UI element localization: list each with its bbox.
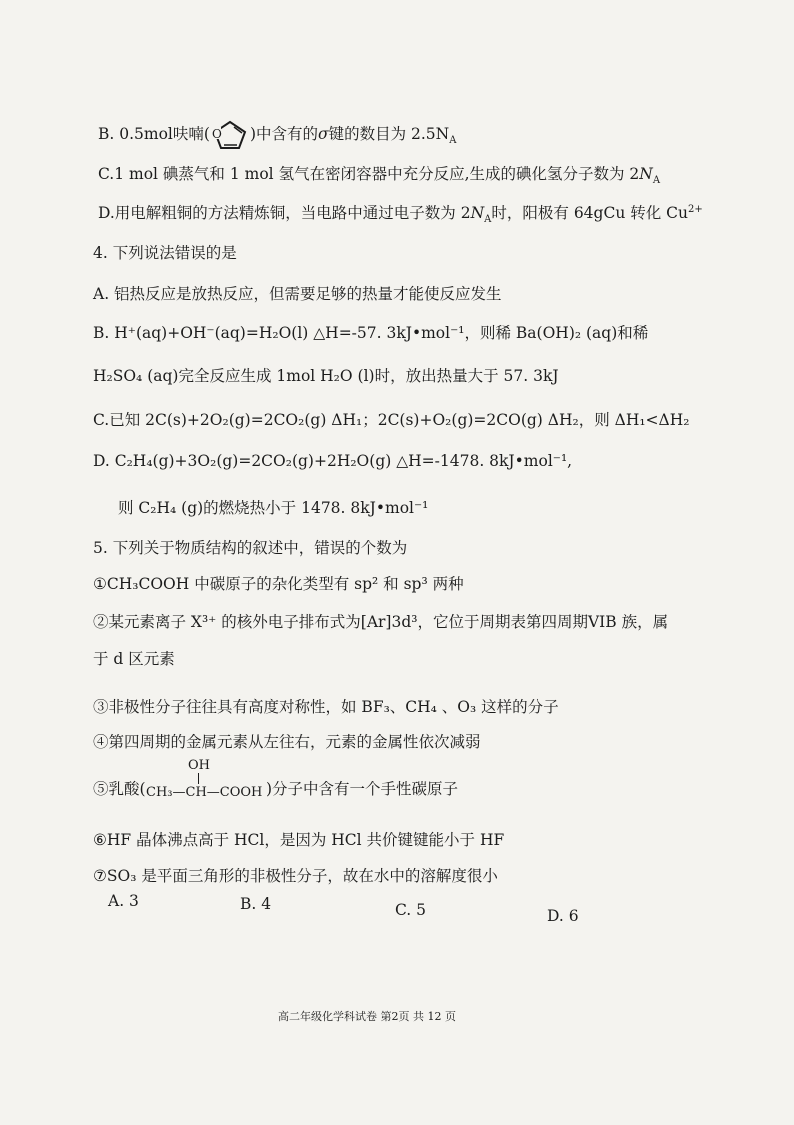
q5-stem: 5. 下列关于物质结构的叙述中，错误的个数为 bbox=[93, 539, 408, 557]
furan-structure-icon bbox=[210, 118, 250, 152]
q4-option-b-line2: H₂SO₄ (aq)完全反应生成 1mol H₂O (l)时，放出热量大于 57. 3kJ bbox=[93, 367, 559, 385]
q5-statement-6: ⑥HF 晶体沸点高于 HCl，是因为 HCl 共价键键能小于 HF bbox=[93, 831, 505, 849]
q5-statement-1: ①CH₃COOH 中碳原子的杂化类型有 sp² 和 sp³ 两种 bbox=[93, 575, 464, 593]
q4-option-b-line1: B. H⁺(aq)+OH⁻(aq)=H₂O(l) △H=-57. 3kJ•mol⁻¹，则稀 Ba(OH)₂ (aq)和稀 bbox=[93, 324, 649, 342]
q3-option-c: C.1 mol 碘蒸气和 1 mol 氢气在密闭容器中充分反应,生成的碘化氢分子数为 $2N_A$ bbox=[98, 165, 661, 187]
q4-option-c: C.已知 2C(s)+2O₂(g)=2CO₂(g) ΔH₁；2C(s)+O₂(g)=2CO(g) ΔH₂，则 ΔH₁<ΔH₂ bbox=[93, 411, 690, 429]
lactic-acid-formula: CH₃—CH—COOH bbox=[146, 785, 263, 800]
q4-option-a: A. 铝热反应是放热反应，但需要足够的热量才能使反应发生 bbox=[93, 285, 502, 303]
q5-statement-7: ⑦SO₃ 是平面三角形的非极性分子，故在水中的溶解度很小 bbox=[93, 867, 498, 885]
q4-option-d-line1: D. C₂H₄(g)+3O₂(g)=2CO₂(g)+2H₂O(g) △H=-1478. 8kJ•mol⁻¹, bbox=[93, 452, 573, 470]
q3-option-d: D.用电解粗铜的方法精炼铜，当电路中通过电子数为 $2N_A$时，阳极有 64gCu 转化 $Cu^{2+}$ bbox=[98, 203, 703, 226]
q5-statement-2-line2: 于 d 区元素 bbox=[93, 650, 175, 668]
q5-choice-c: C. 5 bbox=[395, 901, 427, 919]
q5-choice-a: A. 3 bbox=[108, 892, 139, 910]
q5-statement-5-prefix: ⑤乳酸( bbox=[93, 780, 146, 798]
q5-statement-5-suffix: )分子中含有一个手性碳原子 bbox=[266, 780, 459, 798]
lactic-acid-oh: OH bbox=[188, 758, 210, 773]
q5-choice-d: D. 6 bbox=[547, 907, 579, 925]
q5-statement-4: ④第四周期的金属元素从左往右，元素的金属性依次减弱 bbox=[93, 733, 481, 751]
furan-oxygen-label: O bbox=[211, 127, 222, 141]
q5-choice-b: B. 4 bbox=[240, 895, 272, 913]
lactic-acid-bond bbox=[198, 773, 199, 784]
q3-option-b: B. 0.5mol呋喃( O )中含有的σ键的数目为 $2.5N_A$ bbox=[98, 118, 456, 152]
q4-stem: 4. 下列说法错误的是 bbox=[93, 244, 237, 262]
page-footer: 高二年级化学科试卷 第2页 共 12 页 bbox=[278, 1010, 456, 1023]
q5-statement-2-line1: ②某元素离子 X³⁺ 的核外电子排布式为[Ar]3d³，它位于周期表第四周期VIB 族，属 bbox=[93, 613, 669, 631]
q4-option-d-line2: 则 C₂H₄ (g)的燃烧热小于 1478. 8kJ•mol⁻¹ bbox=[118, 499, 429, 517]
q5-statement-3: ③非极性分子往往具有高度对称性，如 BF₃、CH₄ 、O₃ 这样的分子 bbox=[93, 698, 559, 716]
